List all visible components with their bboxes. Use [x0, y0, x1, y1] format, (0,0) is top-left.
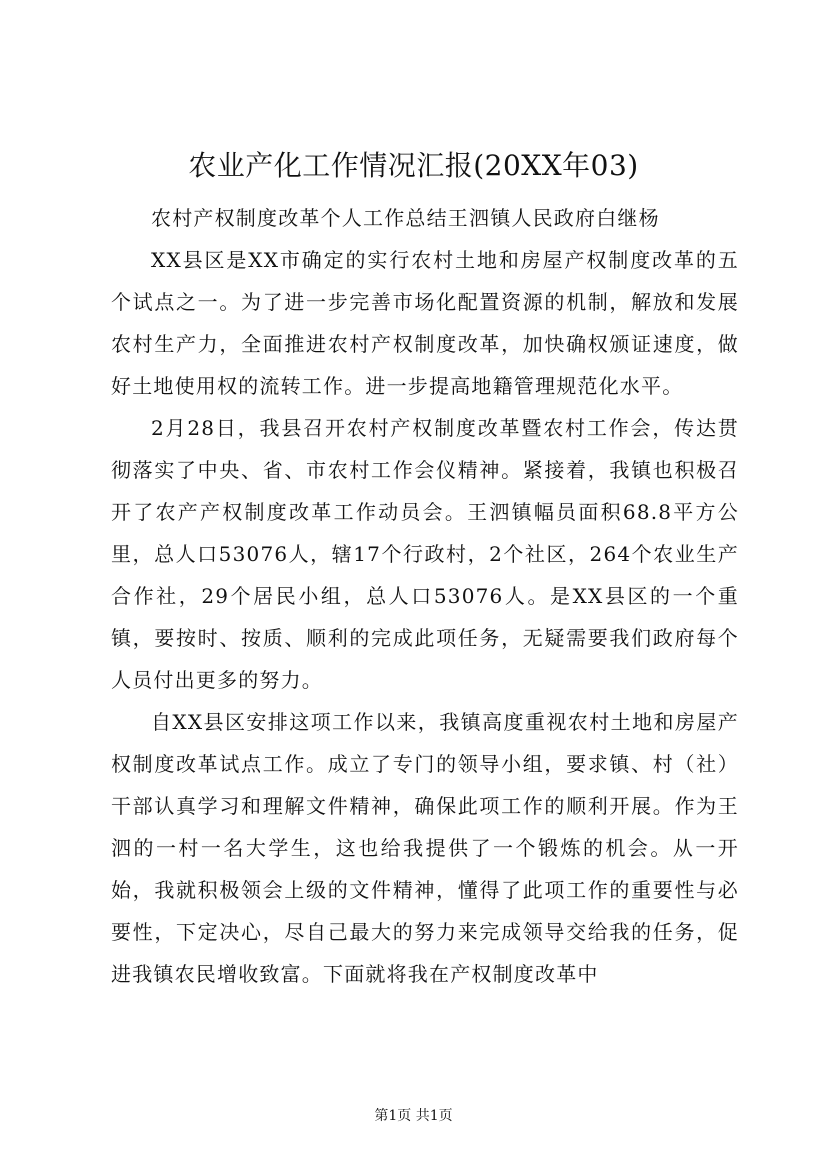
- document-body: [111, 197, 739, 995]
- document-title: 农业产化工作情况汇报(20XX年03): [188, 149, 639, 182]
- body-paragraph-1: XX县区是XX市确定的实行农村土地和房屋产权制度改革的五个试点之一。为了进一步完善市场化配置资源的机制，解放和发展农村生产力，全面推进农村产权制度改革，加快确权颁证速度，做好土地使用权的流转工作。进一步提高地籍管理规范化水平。: [111, 248, 739, 398]
- subtitle-paragraph: 农村产权制度改革个人工作总结王泗镇人民政府白继杨: [151, 206, 660, 230]
- body-paragraph-3: 自XX县区安排这项工作以来，我镇高度重视农村土地和房屋产权制度改革试点工作。成立了专门的领导小组，要求镇、村（社）干部认真学习和理解文件精神，确保此项工作的顺利开展。作为王泗的一村一名大学生，这也给我提供了一个锻炼的机会。从一开始，我就积极领会上级的文件精神，懂得了此项工作的重要性与必要性，下定决心，尽自己最大的努力来完成领导交给我的任务，促进我镇农民增收致富。下面就将我在产权制度改革中: [111, 710, 739, 986]
- page-footer: 第1页 共1页: [374, 1108, 453, 1124]
- body-paragraph-2: 2月28日，我县召开农村产权制度改革暨农村工作会，传达贯彻落实了中央、省、市农村工作会仪精神。紧接着，我镇也积极召开了农产产权制度改革工作动员会。王泗镇幅员面积68.8平方公里，总人口53076人，辖17个行政村，2个社区，264个农业生产合作社，29个居民小组，总人口53076人。是XX县区的一个重镇，要按时、按质、顺利的完成此项任务，无疑需要我们政府每个人员付出更多的努力。: [111, 416, 739, 692]
